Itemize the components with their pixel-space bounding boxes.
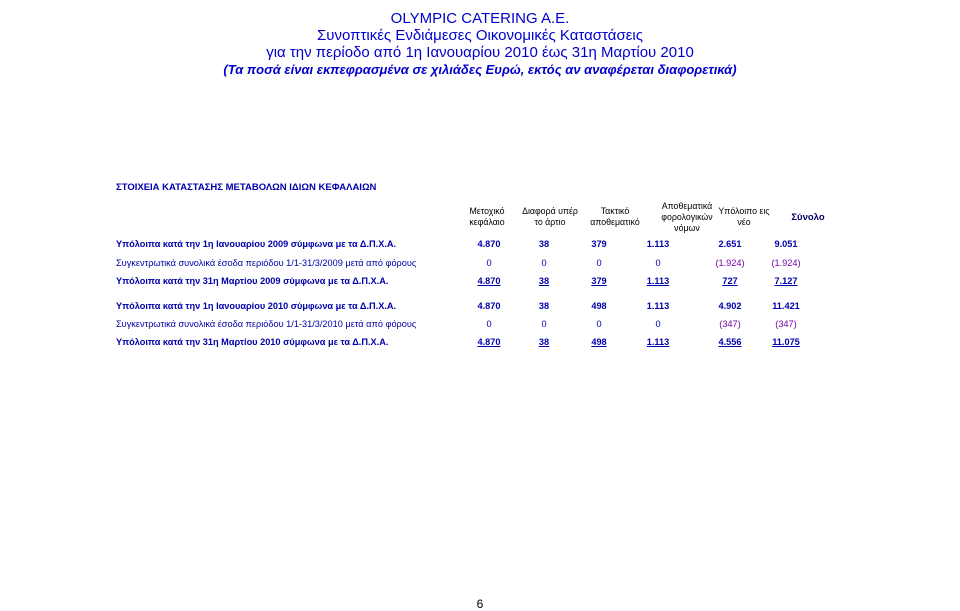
column-header-share-premium: Διαφορά υπέρ το άρτιο	[522, 206, 578, 227]
table-row	[0, 335, 960, 349]
cell-share-capital: 4.870	[477, 337, 501, 347]
column-header-total: Σύνολο	[791, 211, 825, 223]
amounts-note: (Τα ποσά είναι εκπεφρασμένα σε χιλιάδες Ευρώ, εκτός αν αναφέρεται διαφορετικά)	[223, 62, 737, 77]
column-header-legal-reserve: Τακτικό αποθεματικό	[590, 206, 640, 227]
cell-tax-reserves: 1.113	[646, 239, 670, 249]
company-name: OLYMPIC CATERING A.E.	[390, 10, 570, 27]
cell-retained-earnings: 727	[722, 276, 738, 286]
cell-tax-reserves: 1.113	[646, 337, 670, 347]
row-label: Υπόλοιπα κατά την 31η Μαρτίου 2009 σύμφωνα με τα Δ.Π.Χ.Α.	[116, 276, 389, 286]
cell-share-capital: 0	[486, 258, 492, 268]
cell-share-premium: 38	[538, 276, 550, 286]
cell-legal-reserve: 0	[596, 258, 602, 268]
row-label: Υπόλοιπα κατά την 1η Ιανουαρίου 2010 σύμφωνα με τα Δ.Π.Χ.Α.	[116, 301, 397, 311]
cell-retained-earnings: 4.902	[718, 301, 742, 311]
column-header-share-capital: Μετοχικό κεφάλαιο	[469, 206, 505, 227]
row-label: Υπόλοιπα κατά την 31η Μαρτίου 2010 σύμφωνα με τα Δ.Π.Χ.Α.	[116, 337, 389, 347]
document-header	[0, 10, 960, 78]
row-label: Συγκεντρωτικά συνολικά έσοδα περιόδου 1/1-31/3/2010 μετά από φόρους	[116, 319, 417, 329]
cell-retained-earnings: 2.651	[718, 239, 742, 249]
cell-legal-reserve: 498	[591, 337, 607, 347]
cell-total: 9.051	[774, 239, 798, 249]
cell-share-premium: 0	[541, 319, 547, 329]
cell-legal-reserve: 498	[591, 301, 607, 311]
cell-share-premium: 0	[541, 258, 547, 268]
table-row	[0, 256, 960, 270]
cell-share-premium: 38	[538, 301, 550, 311]
row-label: Συγκεντρωτικά συνολικά έσοδα περιόδου 1/1-31/3/2009 μετά από φόρους	[116, 258, 417, 268]
cell-legal-reserve: 379	[591, 276, 607, 286]
row-label: Υπόλοιπα κατά την 1η Ιανουαρίου 2009 σύμφωνα με τα Δ.Π.Χ.Α.	[116, 239, 397, 249]
table-row	[0, 237, 960, 251]
cell-tax-reserves: 1.113	[646, 301, 670, 311]
table-row	[0, 274, 960, 288]
cell-total: 11.075	[772, 337, 800, 347]
column-header-tax-reserves: Αποθεματικά φορολογικών νόμων	[661, 200, 713, 233]
cell-retained-earnings: (1.924)	[715, 258, 745, 268]
cell-tax-reserves: 1.113	[646, 276, 670, 286]
cell-total: 7.127	[774, 276, 798, 286]
cell-retained-earnings: (347)	[719, 319, 741, 329]
page-number: 6	[476, 597, 484, 611]
table-row	[0, 317, 960, 331]
cell-total: (1.924)	[771, 258, 801, 268]
cell-legal-reserve: 0	[596, 319, 602, 329]
document-title: Συνοπτικές Ενδιάμεσες Οικονομικές Καταστάσεις	[317, 27, 643, 44]
cell-share-capital: 4.870	[477, 301, 501, 311]
cell-retained-earnings: 4.556	[718, 337, 742, 347]
cell-total: 11.421	[772, 301, 800, 311]
period-line: για την περίοδο από 1η Ιανουαρίου 2010 έως 31η Μαρτίου 2010	[266, 44, 694, 61]
table-row	[0, 299, 960, 313]
cell-total: (347)	[775, 319, 797, 329]
cell-share-capital: 0	[486, 319, 492, 329]
cell-share-premium: 38	[538, 337, 550, 347]
section-title: ΣΤΟΙΧΕΙΑ ΚΑΤΑΣΤΑΣΗΣ ΜΕΤΑΒΟΛΩΝ ΙΔΙΩΝ ΚΕΦΑΛΑΙΩΝ	[116, 182, 377, 193]
cell-share-capital: 4.870	[477, 239, 501, 249]
cell-share-capital: 4.870	[477, 276, 501, 286]
column-header-retained-earnings: Υπόλοιπο εις νέο	[718, 206, 770, 227]
cell-share-premium: 38	[538, 239, 550, 249]
cell-tax-reserves: 0	[655, 258, 661, 268]
cell-tax-reserves: 0	[655, 319, 661, 329]
cell-legal-reserve: 379	[591, 239, 607, 249]
